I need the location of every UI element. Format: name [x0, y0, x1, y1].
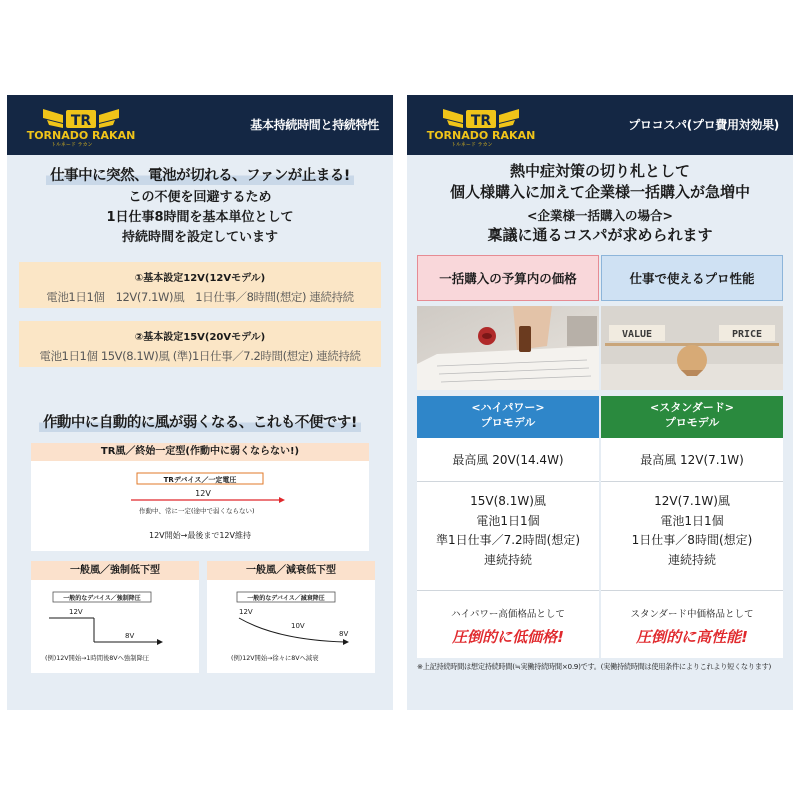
svg-text:TR: TR: [470, 113, 492, 129]
highpower-header: <ハイパワー> プロモデル: [417, 396, 599, 438]
highpower-body: 15V(8.1W)風 電池1日1個 準1日仕事／7.2時間(想定) 連続持続: [417, 482, 599, 591]
svg-text:トルネード ラカン: トルネード ラカン: [451, 142, 493, 147]
standard-model-column: [601, 396, 783, 658]
sub-headline: 稟議に通るコスパが求められます: [487, 226, 713, 244]
tornado-rakan-logo: [21, 105, 141, 147]
setting-line: 電池1日1個 12V(7.1W)風 1日仕事／8時間(想定) 連続持続: [46, 290, 354, 304]
footnote: ※上記持続時間は想定持続時間(≒実働持続時間×0.9)です。(実働持続時間は使用条件によりこれより短くなります): [417, 662, 771, 671]
svg-text:TORNADO RAKAN: TORNADO RAKAN: [426, 129, 536, 142]
decay-v-start: 12V: [239, 608, 253, 616]
left-header: [7, 95, 393, 155]
value-price-photo: [601, 306, 783, 390]
value-word: VALUE: [621, 329, 653, 340]
tr-arrow-head: [279, 497, 285, 503]
left-header-title: 基本持続時間と持続特性: [250, 118, 379, 132]
stamp-document-photo: [417, 306, 599, 390]
right-panel: [407, 95, 793, 710]
tr-constant-diagram: [31, 461, 369, 551]
highpower-footer: ハイパワー高価格品として 圧倒的に低価格!: [417, 591, 599, 647]
highpower-model-column: [417, 396, 599, 658]
forced-caption: (例)12V開始→1時間後8Vへ強制降圧: [45, 655, 150, 662]
highpower-max-wind: 最高風 20V(14.4W): [417, 438, 599, 482]
forced-v-start: 12V: [69, 608, 83, 616]
svg-text:トルネード ラカン: トルネード ラカン: [51, 142, 93, 147]
feature-pro-performance: 仕事で使えるプロ性能: [601, 255, 783, 301]
tr-caption: 12V開始→最後まで12V維持: [148, 531, 252, 540]
tr-note: 作動中、常に一定(途中で弱くならない): [139, 507, 255, 515]
forced-device-label: 一般的なデバイス／強制降圧: [63, 595, 141, 602]
intro-text: この不便を回避するため 1日仕事8時間を基本単位として 持続時間を設定しています: [106, 190, 294, 245]
setting-box-15v: [19, 321, 381, 367]
decay-device-label: 一般的なデバイス／減衰降圧: [247, 595, 325, 602]
setting-title: ①基本設定12V(12Vモデル): [134, 273, 266, 284]
tr-constant-box: [31, 443, 369, 551]
headline-wind-weakens: 作動中に自動的に風が弱くなる、これも不便です!: [39, 411, 361, 432]
right-headline: 熱中症対策の切り札として 個人様購入に加えて企業様一括購入が急増中 <企業様一括購入の場合> 稟議に通るコスパが求められます: [407, 161, 793, 246]
standard-max-wind: 最高風 12V(7.1W): [601, 438, 783, 482]
forced-v-end: 8V: [125, 632, 135, 640]
right-header-title: プロコスパ(プロ費用対効果): [628, 118, 779, 132]
decay-v-end: 8V: [339, 630, 349, 638]
decay-decline-box: [207, 561, 375, 673]
svg-text:TR: TR: [70, 113, 92, 129]
decay-v-mid: 10V: [291, 622, 305, 630]
standard-header: <スタンダード> プロモデル: [601, 396, 783, 438]
standard-body: 12V(7.1W)風 電池1日1個 1日仕事／8時間(想定) 連続持続: [601, 482, 783, 591]
case-label: <企業様一括購入の場合>: [527, 208, 673, 223]
tr-voltage-label: 12V: [195, 489, 211, 498]
forced-decline-box: [31, 561, 199, 673]
decay-box-title: 一般風／減衰低下型: [207, 561, 375, 580]
tr-device-label: TRデバイス／一定電圧: [163, 476, 237, 484]
feature-budget-price: 一括購入の予算内の価格: [417, 255, 599, 301]
headline-battery-stop: 仕事中に突然、電池が切れる、ファンが止まる!: [46, 164, 354, 185]
svg-text:TORNADO RAKAN: TORNADO RAKAN: [26, 129, 136, 142]
decay-caption: (例)12V開始→徐々に8Vへ減衰: [231, 655, 319, 662]
right-header: [407, 95, 793, 155]
setting-box-12v: [19, 262, 381, 308]
forced-decline-diagram: [31, 580, 199, 673]
setting-line: 電池1日1個 15V(8.1W)風 (準)1日仕事／7.2時間(想定) 連続持続: [39, 349, 361, 363]
setting-title: ②基本設定15V(20Vモデル): [134, 332, 266, 343]
decay-decline-diagram: [207, 580, 375, 673]
forced-box-title: 一般風／強制低下型: [31, 561, 199, 580]
price-word: PRICE: [731, 329, 763, 340]
tornado-rakan-logo: [421, 105, 541, 147]
standard-claim: 圧倒的に高性能!: [636, 628, 748, 646]
standard-footer: スタンダード中価格品として 圧倒的に高性能!: [601, 591, 783, 647]
left-panel: [7, 95, 393, 710]
highpower-claim: 圧倒的に低価格!: [452, 628, 564, 646]
tr-box-title: TR風／終始一定型(作動中に弱くならない!): [31, 443, 369, 461]
